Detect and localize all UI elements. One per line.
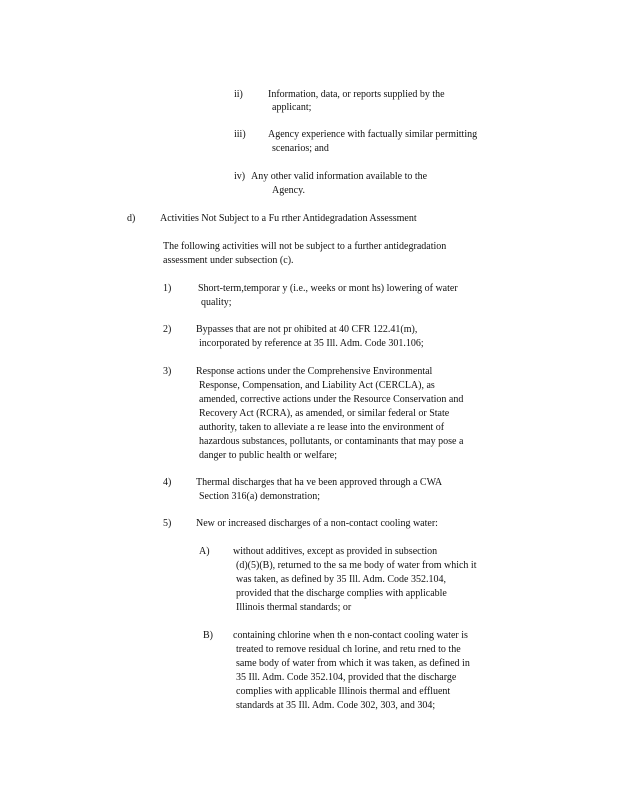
item-line: Agency. bbox=[272, 185, 305, 196]
item-line: containing chlorine when th e non-contact cooling water is bbox=[233, 630, 468, 641]
item-line: Illinois thermal standards; or bbox=[236, 602, 352, 613]
item-line: 35 Ill. Adm. Code 352.104, provided that the discharge bbox=[236, 672, 457, 683]
item-line: was taken, as defined by 35 Ill. Adm. Code 352.104, bbox=[236, 574, 446, 585]
item-label: 3) bbox=[163, 366, 172, 377]
item-line: provided that the discharge complies with applicable bbox=[236, 588, 447, 599]
item-line: Bypasses that are not pr ohibited at 40 CFR 122.41(m), bbox=[196, 324, 418, 335]
item-line: Response, Compensation, and Liability Act (CERCLA), as bbox=[199, 380, 435, 391]
item-line: Information, data, or reports supplied by the bbox=[268, 89, 445, 100]
item-label: iv) bbox=[234, 171, 246, 182]
item-label: 2) bbox=[163, 324, 172, 335]
item-line: New or increased discharges of a non-contact cooling water: bbox=[196, 518, 438, 529]
item-line: hazardous substances, pollutants, or contaminants that may pose a bbox=[199, 436, 464, 447]
item-line: Any other valid information available to the bbox=[251, 171, 428, 182]
item-line: standards at 35 Ill. Adm. Code 302, 303, and 304; bbox=[236, 700, 436, 711]
item-line: (d)(5)(B), returned to the sa me body of water from which it bbox=[236, 560, 477, 571]
item-line: applicant; bbox=[272, 102, 312, 113]
item-line: Section 316(a) demonstration; bbox=[199, 491, 321, 502]
section-label: d) bbox=[127, 213, 136, 224]
item-line: amended, corrective actions under the Resource Conservation and bbox=[199, 394, 464, 405]
paragraph-line: assessment under subsection (c). bbox=[163, 255, 294, 266]
item-line: Short-term,temporar y (i.e., weeks or mont hs) lowering of water bbox=[198, 283, 458, 294]
item-line: Response actions under the Comprehensive Environmental bbox=[196, 366, 433, 377]
item-label: 5) bbox=[163, 518, 172, 529]
item-line: danger to public health or welfare; bbox=[199, 450, 337, 461]
item-label: 1) bbox=[163, 283, 172, 294]
item-line: Agency experience with factually similar permitting bbox=[268, 129, 478, 140]
item-line: quality; bbox=[201, 297, 232, 308]
item-label: B) bbox=[203, 630, 213, 641]
item-line: without additives, except as provided in subsection bbox=[233, 546, 438, 557]
item-line: incorporated by reference at 35 Ill. Adm. Code 301.106; bbox=[199, 338, 424, 349]
item-label: iii) bbox=[234, 129, 246, 140]
section-title: Activities Not Subject to a Fu rther Antidegradation Assessment bbox=[160, 213, 417, 224]
item-line: scenarios; and bbox=[272, 143, 329, 154]
item-line: Recovery Act (RCRA), as amended, or similar federal or State bbox=[199, 408, 450, 419]
item-line: treated to remove residual ch lorine, and retu rned to the bbox=[236, 644, 461, 655]
item-line: same body of water from which it was taken, as defined in bbox=[236, 658, 470, 669]
paragraph-line: The following activities will not be subject to a further antidegradation bbox=[163, 241, 447, 252]
item-label: ii) bbox=[234, 89, 243, 100]
item-label: A) bbox=[199, 546, 210, 557]
item-label: 4) bbox=[163, 477, 172, 488]
item-line: complies with applicable Illinois thermal and effluent bbox=[236, 686, 451, 697]
item-line: Thermal discharges that ha ve been approved through a CWA bbox=[196, 477, 443, 488]
item-line: authority, taken to alleviate a re lease into the environment of bbox=[199, 422, 445, 433]
